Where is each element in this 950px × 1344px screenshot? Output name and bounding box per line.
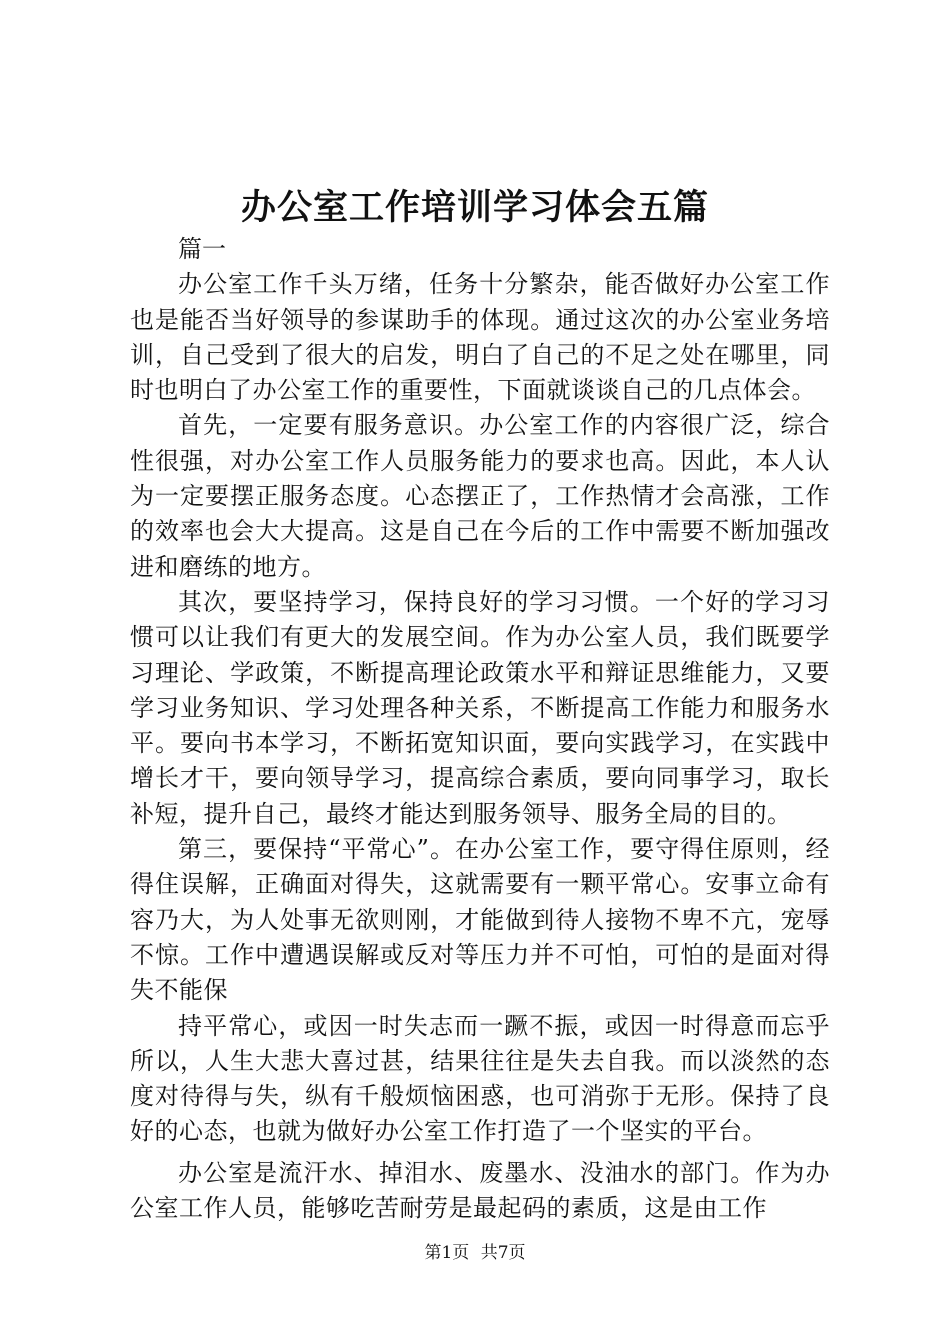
paragraph: 办公室是流汗水、掉泪水、废墨水、没油水的部门。作为办公室工作人员，能够吃苦耐劳是最起码的素质，这是由工作	[130, 1158, 830, 1223]
page-total: 共7页	[480, 1243, 526, 1263]
paragraph: 其次，要坚持学习，保持良好的学习习惯。一个好的学习习惯可以让我们有更大的发展空间。作为办公室人员，我们既要学习理论、学政策，不断提高理论政策水平和辩证思维能力，又要学习业务知识、学习处理各种关系，不断提高工作能力和服务水平。要向书本学习，不断拓宽知识面，要向实践学习，在实践中增长才干，要向领导学习，提高综合素质，要向同事学习，取长补短，提升自己，最终才能达到服务领导、服务全局的目的。	[130, 587, 830, 828]
document-title: 办公室工作培训学习体会五篇	[240, 187, 709, 228]
document-body	[130, 232, 830, 1226]
paragraph: 第三，要保持“平常心”。在办公室工作，要守得住原则，经得住误解，正确面对得失，这就需要有一颗平常心。安事立命有容乃大，为人处事无欲则刚，才能做到待人接物不卑不亢，宠辱不惊。工作中遭遇误解或反对等压力并不可怕，可怕的是面对得失不能保	[130, 835, 830, 1005]
paragraph: 首先，一定要有服务意识。办公室工作的内容很广泛，综合性很强，对办公室工作人员服务能力的要求也高。因此，本人认为一定要摆正服务态度。心态摆正了，工作热情才会高涨，工作的效率也会大大提高。这是自己在今后的工作中需要不断加强改进和磨练的地方。	[130, 411, 830, 581]
paragraph: 办公室工作千头万绪，任务十分繁杂，能否做好办公室工作也是能否当好领导的参谋助手的体现。通过这次的办公室业务培训，自己受到了很大的启发，明白了自己的不足之处在哪里，同时也明白了办公室工作的重要性，下面就谈谈自己的几点体会。	[130, 270, 830, 405]
page-footer	[0, 1241, 950, 1265]
page-number: 第1页	[424, 1243, 470, 1263]
section-label: 篇一	[178, 235, 226, 263]
paragraph: 持平常心，或因一时失志而一蹶不振，或因一时得意而忘乎所以，人生大悲大喜过甚，结果往往是失去自我。而以淡然的态度对待得与失，纵有千般烦恼困惑，也可消弥于无形。保持了良好的心态，也就为做好办公室工作打造了一个坚实的平台。	[130, 1011, 830, 1146]
